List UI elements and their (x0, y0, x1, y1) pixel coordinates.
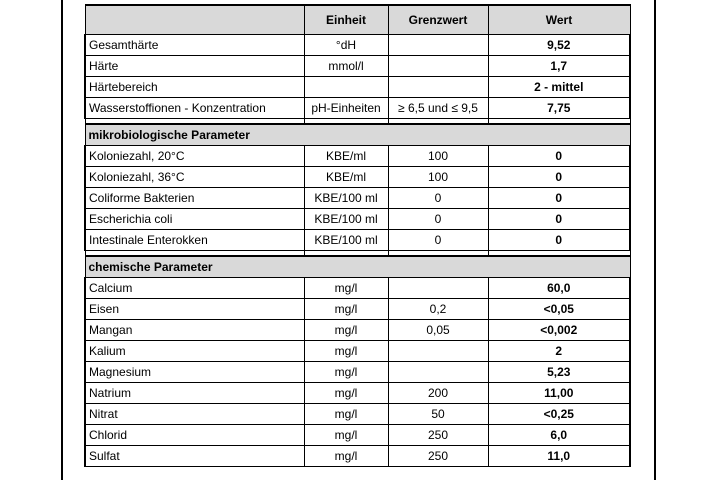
table-header-row (85, 5, 630, 35)
table-row (85, 299, 630, 320)
parameter-name: Coliforme Bakterien (85, 188, 304, 209)
parameter-name: Härtebereich (85, 77, 304, 98)
parameter-limit: 100 (388, 146, 488, 167)
parameter-unit: mg/l (304, 278, 388, 299)
parameter-limit: 0 (388, 188, 488, 209)
parameter-value: 11,0 (488, 446, 630, 467)
table-row (85, 383, 630, 404)
parameter-name: Escherichia coli (85, 209, 304, 230)
parameter-limit: 100 (388, 167, 488, 188)
section-microbiological (85, 124, 630, 146)
table-row (85, 98, 630, 119)
parameter-unit: KBE/ml (304, 146, 388, 167)
parameter-value: 7,75 (488, 98, 630, 119)
parameter-name: Gesamthärte (85, 35, 304, 56)
parameter-unit: mg/l (304, 404, 388, 425)
parameter-unit: mg/l (304, 320, 388, 341)
table-row (85, 209, 630, 230)
table-row (85, 56, 630, 77)
parameter-limit: ≥ 6,5 und ≤ 9,5 (388, 98, 488, 119)
parameter-value: 0 (488, 209, 630, 230)
section-chemical (85, 256, 630, 278)
parameter-limit: 0,05 (388, 320, 488, 341)
parameter-name: Koloniezahl, 36°C (85, 167, 304, 188)
parameter-value: 60,0 (488, 278, 630, 299)
parameter-value: 9,52 (488, 35, 630, 56)
page-border-right (654, 0, 656, 480)
parameter-name: Magnesium (85, 362, 304, 383)
parameter-unit: mg/l (304, 425, 388, 446)
parameter-unit: KBE/100 ml (304, 230, 388, 251)
parameter-value: 11,00 (488, 383, 630, 404)
table-row (85, 341, 630, 362)
parameter-value: 2 - mittel (488, 77, 630, 98)
parameter-limit (388, 77, 488, 98)
parameter-name: Nitrat (85, 404, 304, 425)
parameter-name: Natrium (85, 383, 304, 404)
table-row (85, 278, 630, 299)
parameter-limit: 0 (388, 209, 488, 230)
parameter-name: Chlorid (85, 425, 304, 446)
parameter-name: Mangan (85, 320, 304, 341)
parameter-value: 0 (488, 167, 630, 188)
section-title: mikrobiologische Parameter (85, 124, 630, 146)
parameter-name: Intestinale Enterokken (85, 230, 304, 251)
parameter-unit: mg/l (304, 341, 388, 362)
parameter-limit (388, 341, 488, 362)
parameter-limit (388, 278, 488, 299)
table-row (85, 167, 630, 188)
table-row (85, 77, 630, 98)
table-row (85, 425, 630, 446)
parameter-value: 0 (488, 188, 630, 209)
parameter-limit: 0 (388, 230, 488, 251)
page-border-left (61, 0, 63, 480)
table-row (85, 35, 630, 56)
parameter-limit: 250 (388, 446, 488, 467)
parameter-unit: mg/l (304, 446, 388, 467)
parameter-unit: mmol/l (304, 56, 388, 77)
parameter-name: Wasserstoffionen - Konzentration (85, 98, 304, 119)
parameter-unit: KBE/ml (304, 167, 388, 188)
parameter-limit: 250 (388, 425, 488, 446)
parameter-value: 0 (488, 146, 630, 167)
table-row (85, 362, 630, 383)
parameter-limit (388, 35, 488, 56)
parameter-name: Sulfat (85, 446, 304, 467)
header-unit: Einheit (304, 5, 388, 35)
parameter-unit: mg/l (304, 299, 388, 320)
parameter-name: Calcium (85, 278, 304, 299)
parameter-name: Kalium (85, 341, 304, 362)
table-row (85, 188, 630, 209)
table-row (85, 320, 630, 341)
parameter-value: 6,0 (488, 425, 630, 446)
header-parameter (85, 5, 304, 35)
water-analysis-table (84, 4, 631, 467)
parameter-name: Härte (85, 56, 304, 77)
parameter-limit: 50 (388, 404, 488, 425)
header-value: Wert (488, 5, 630, 35)
parameter-unit: KBE/100 ml (304, 209, 388, 230)
parameter-name: Eisen (85, 299, 304, 320)
table-row (85, 446, 630, 467)
parameter-value: <0,25 (488, 404, 630, 425)
parameter-limit (388, 56, 488, 77)
header-limit: Grenzwert (388, 5, 488, 35)
parameter-value: 0 (488, 230, 630, 251)
parameter-unit: mg/l (304, 362, 388, 383)
parameter-limit (388, 362, 488, 383)
table-row (85, 230, 630, 251)
parameter-value: <0,05 (488, 299, 630, 320)
parameter-limit: 0,2 (388, 299, 488, 320)
parameter-unit (304, 77, 388, 98)
parameter-name: Koloniezahl, 20°C (85, 146, 304, 167)
section-title: chemische Parameter (85, 256, 630, 278)
parameter-unit: mg/l (304, 383, 388, 404)
table-row (85, 146, 630, 167)
parameter-value: 2 (488, 341, 630, 362)
parameter-value: <0,002 (488, 320, 630, 341)
parameter-unit: KBE/100 ml (304, 188, 388, 209)
parameter-limit: 200 (388, 383, 488, 404)
parameter-unit: pH-Einheiten (304, 98, 388, 119)
parameter-unit: °dH (304, 35, 388, 56)
parameter-value: 1,7 (488, 56, 630, 77)
parameter-value: 5,23 (488, 362, 630, 383)
table-row (85, 404, 630, 425)
